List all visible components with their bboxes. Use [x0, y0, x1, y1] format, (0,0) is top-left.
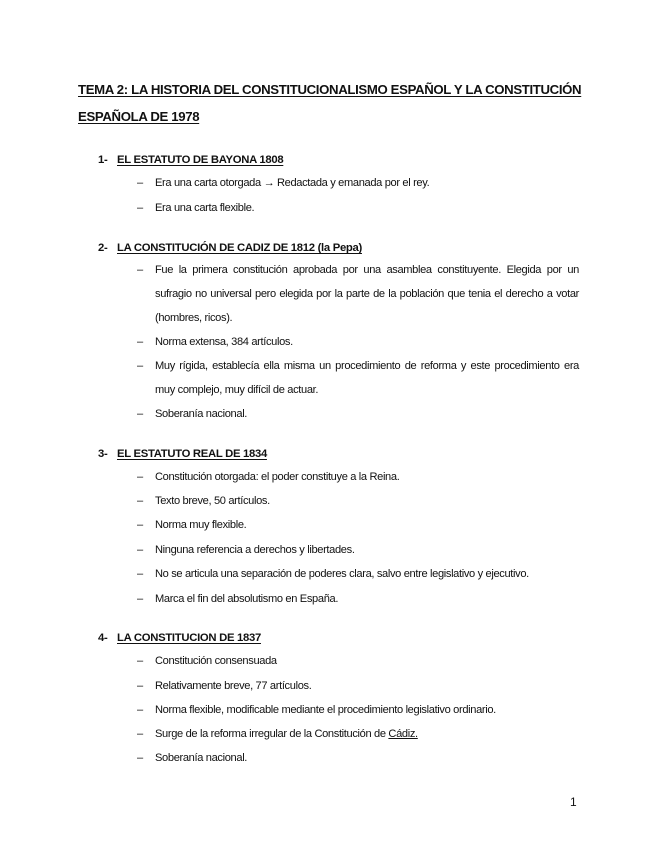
- section-heading-2: [98, 240, 362, 256]
- section-title: LA CONSTITUCIÓN DE CADIZ DE 1812 (la Pepa): [117, 242, 362, 254]
- list-item: – Norma extensa, 384 artículos.: [137, 330, 579, 354]
- section-number: 4-: [98, 632, 108, 644]
- bullet-dash: –: [137, 728, 143, 740]
- bullet-dash: –: [137, 336, 143, 348]
- list-item: – Constitución otorgada: el poder constituye a la Reina.: [137, 465, 579, 489]
- list-item: – Soberanía nacional.: [137, 402, 579, 426]
- bullet-dash: –: [137, 360, 143, 372]
- section-heading-3: [98, 446, 267, 462]
- list-item: – Ninguna referencia a derechos y libertades.: [137, 538, 579, 562]
- bullet-dash: –: [137, 593, 143, 605]
- section-title: LA CONSTITUCION DE 1837: [117, 632, 261, 644]
- bullet-dash: –: [137, 408, 143, 420]
- bullet-dash: –: [137, 177, 143, 189]
- bullet-dash: –: [137, 495, 143, 507]
- bullet-dash: –: [137, 568, 143, 580]
- bullet-dash: –: [137, 544, 143, 556]
- list-item: – Surge de la reforma irregular de la Constitución de Cádiz.: [137, 722, 579, 746]
- list-item: – Era una carta flexible.: [137, 196, 579, 220]
- list-item: – Era una carta otorgada → Redactada y emanada por el rey.: [137, 171, 579, 195]
- section-title: EL ESTATUTO REAL DE 1834: [117, 448, 267, 460]
- list-item: – Relativamente breve, 77 artículos.: [137, 674, 579, 698]
- bullet-dash: –: [137, 471, 143, 483]
- list-item: – Soberanía nacional.: [137, 746, 579, 770]
- bullet-dash: –: [137, 655, 143, 667]
- page-number: 1: [570, 795, 577, 809]
- section-number: 1-: [98, 154, 108, 166]
- bullet-dash: –: [137, 704, 143, 716]
- bullet-dash: –: [137, 680, 143, 692]
- list-item: – Norma muy flexible.: [137, 513, 579, 537]
- bullet-dash: –: [137, 519, 143, 531]
- list-item: – Norma flexible, modificable mediante el procedimiento legislativo ordinario.: [137, 698, 579, 722]
- section-heading-1: [98, 152, 283, 168]
- list-item: – Texto breve, 50 artículos.: [137, 489, 579, 513]
- cadiz-link-text: Cádiz.: [388, 728, 418, 740]
- list-item: – Marca el fin del absolutismo en España.: [137, 587, 579, 611]
- document-title: TEMA 2: LA HISTORIA DEL CONSTITUCIONALISMO ESPAÑOL Y LA CONSTITUCIÓN ESPAÑOLA DE 1978: [78, 82, 582, 124]
- list-item: – No se articula una separación de poderes clara, salvo entre legislativo y ejecutivo.: [137, 562, 579, 586]
- bullet-dash: –: [137, 202, 143, 214]
- bullet-dash: –: [137, 752, 143, 764]
- list-item: – Muy rígida, establecía ella misma un procedimiento de reforma y este procedimiento era muy complejo, muy difícil de actuar.: [137, 354, 579, 402]
- list-item: – Constitución consensuada: [137, 649, 579, 673]
- bullet-dash: –: [137, 264, 143, 276]
- section-heading-4: [98, 630, 261, 646]
- section-title: EL ESTATUTO DE BAYONA 1808: [117, 154, 284, 166]
- section-number: 3-: [98, 448, 108, 460]
- section-number: 2-: [98, 242, 108, 254]
- list-item: – Fue la primera constitución aprobada por una asamblea constituyente. Elegida por un sufragio no universal pero elegida por la parte de la población que tenia el derecho a votar (hombres, ricos).: [137, 258, 579, 330]
